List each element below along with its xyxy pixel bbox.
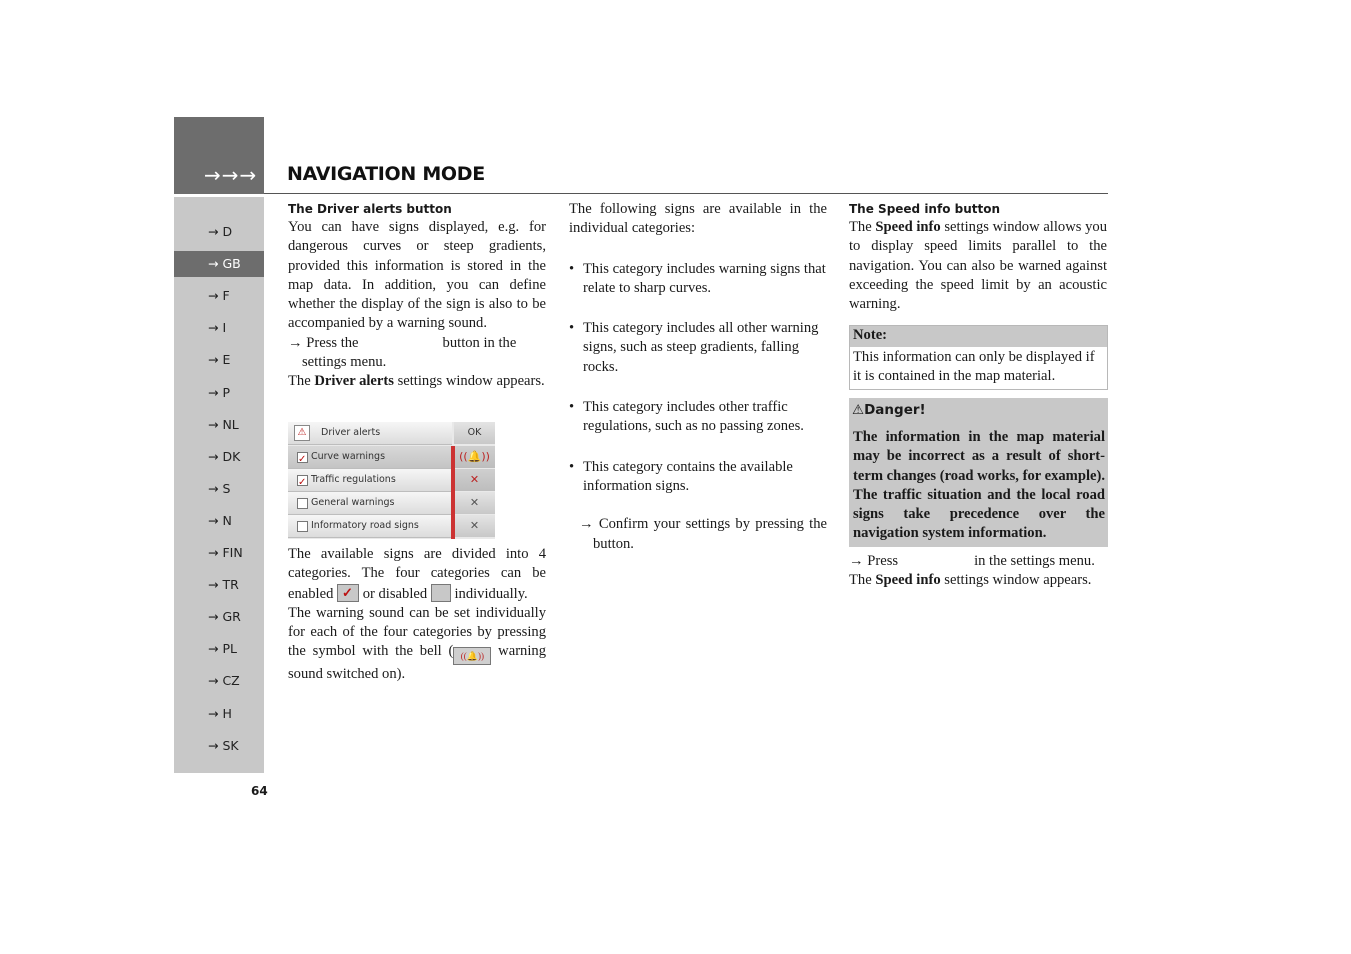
sidebar-language-item[interactable]: → GB: [174, 251, 264, 277]
warning-sound-text-b: warning sound switched on).: [288, 643, 546, 683]
p1-post: settings window allows you to display speed limits parallel to the navigation. You can also be warned against exceeding the speed limit by an acoustic warning.: [849, 219, 1107, 313]
categories-text-c: individually.: [454, 585, 528, 602]
confirm-text: Confirm your settings by pressing the button.: [593, 516, 827, 552]
screenshot-red-accent: [451, 446, 455, 539]
note-heading: Note:: [850, 326, 1107, 347]
step-arrow: →: [288, 334, 303, 351]
bullet-text: This category contains the available information signs.: [583, 458, 793, 494]
categories-paragraph: [288, 545, 546, 604]
section-heading: The Driver alerts button: [288, 202, 452, 216]
bullet-text: This category includes all other warning signs, such as steep gradients, falling rocks.: [583, 320, 819, 375]
checkbox-unchecked-icon[interactable]: [297, 498, 308, 509]
bullet-dot: •: [569, 458, 575, 475]
step-text-a: Press: [867, 553, 899, 569]
confirm-step: [569, 515, 827, 554]
screenshot-title: Driver alerts: [321, 427, 381, 438]
speed-info-paragraph: [849, 218, 1107, 314]
language-sidebar: [174, 197, 264, 773]
sidebar-language-item[interactable]: → F: [208, 288, 230, 304]
screenshot-title-row: [288, 422, 495, 444]
sidebar-language-item[interactable]: → GR: [208, 609, 241, 625]
step-arrow: →: [579, 516, 594, 533]
categories-paragraphs: [288, 545, 546, 685]
result-paragraph: [849, 571, 1107, 590]
page-number: 64: [251, 784, 268, 798]
categories-intro: The following signs are available in the individual categories:: [569, 201, 827, 237]
bullet-dot: •: [569, 320, 575, 337]
warning-sound-paragraph: [288, 604, 546, 685]
driver-alerts-screenshot: [288, 422, 495, 539]
result-paragraph: [288, 372, 546, 391]
step-text-a: Press the: [306, 334, 359, 351]
row-left: [288, 492, 452, 515]
bullet-text: This category includes warning signs that relate to sharp curves.: [583, 260, 826, 296]
column-speed-info: [849, 200, 1107, 314]
sidebar-language-item[interactable]: → CZ: [208, 673, 240, 689]
checkbox-unchecked-icon[interactable]: [297, 521, 308, 532]
bell-sound-on-icon: ((🔔)): [453, 647, 491, 665]
sidebar-language-item[interactable]: → SK: [208, 737, 239, 753]
result-post: settings window appears.: [397, 373, 545, 390]
screenshot-row-general[interactable]: [288, 492, 495, 514]
row-left: [288, 469, 452, 492]
ok-button[interactable]: OK: [454, 422, 495, 444]
sidebar-language-item[interactable]: → S: [208, 480, 231, 496]
sidebar-language-item[interactable]: → NL: [208, 416, 239, 432]
bullet-text: This category includes other traffic regulations, such as no passing zones.: [583, 399, 804, 435]
checkbox-checked-icon[interactable]: [297, 475, 308, 486]
row-label: Informatory road signs: [311, 520, 419, 531]
warning-triangle-icon: ⚠: [294, 425, 310, 441]
checkbox-unchecked-icon: [431, 584, 451, 602]
bell-off-icon[interactable]: ✕: [454, 492, 495, 514]
sidebar-language-item[interactable]: → E: [208, 352, 231, 368]
step-text-b: button in the settings menu.: [302, 334, 517, 371]
p1-bold: Speed info: [875, 219, 941, 235]
intro-paragraph: You can have signs displayed, e.g. for dangerous curves or steep gradients, provided this information is stored in the map data. In addition, you can define whether the display of the sign is also to be accompanied by a warning sound.: [288, 219, 546, 332]
categories-text-b: or disabled: [362, 585, 428, 602]
page-title: NAVIGATION MODE: [287, 163, 485, 185]
sidebar-language-item[interactable]: → FIN: [208, 545, 243, 560]
categories-text-a: The available signs are divided into 4 categories. The four categories can be enabled: [288, 546, 546, 602]
column-categories: [569, 200, 827, 554]
sidebar-language-item[interactable]: → TR: [208, 577, 239, 593]
speed-info-steps: [849, 552, 1107, 591]
screenshot-row-traffic[interactable]: [288, 469, 495, 491]
step-arrow: →: [849, 553, 864, 569]
result-pre: The: [288, 373, 311, 390]
warning-sound-text-a: The warning sound can be set individually for each of the four categories by pressing the symbol with the bell (: [288, 604, 546, 660]
sidebar-language-item[interactable]: → N: [208, 512, 232, 528]
result-bold: Speed info: [875, 572, 941, 589]
danger-body: The information in the map material may be incorrect as a result of short-term changes (road works, for example). The traffic situation and the local road signs take precedence over the navigation system information.: [853, 429, 1105, 542]
row-label: Curve warnings: [311, 451, 386, 462]
row-label: General warnings: [311, 497, 395, 508]
result-post: settings window appears.: [944, 572, 1092, 589]
sidebar-language-item[interactable]: → DK: [208, 448, 241, 464]
bullet-dot: •: [569, 399, 575, 416]
sidebar-language-item[interactable]: → H: [208, 705, 232, 721]
section-heading: The Speed info button: [849, 202, 1001, 216]
instruction-step: [288, 334, 546, 373]
danger-heading: ⚠Danger!: [852, 402, 926, 418]
row-label: Traffic regulations: [311, 474, 396, 485]
note-box: [849, 325, 1108, 390]
bullet-item-4: [569, 458, 827, 497]
screenshot-row-curve[interactable]: [288, 446, 495, 468]
sidebar-language-item[interactable]: → PL: [208, 641, 237, 657]
checkbox-checked-icon[interactable]: [297, 452, 308, 463]
bullet-item-2: [569, 319, 827, 377]
checkbox-checked-icon: ✓: [337, 584, 359, 602]
row-left: [288, 515, 452, 538]
bell-on-icon[interactable]: ((🔔)): [454, 446, 495, 468]
bell-off-icon[interactable]: ✕: [454, 469, 495, 491]
screenshot-title-bar: [288, 422, 452, 445]
row-left: [288, 446, 452, 469]
sidebar-language-item[interactable]: → I: [208, 320, 227, 336]
bullet-dot: •: [569, 260, 575, 277]
instruction-step: [849, 552, 1107, 571]
p1-pre: The: [849, 219, 872, 235]
bullet-item-1: [569, 260, 827, 299]
header-arrows: →→→: [204, 163, 258, 187]
bell-off-icon[interactable]: ✕: [454, 515, 495, 537]
note-body: This information can only be displayed if it is contained in the map material.: [853, 349, 1095, 385]
sidebar-language-item[interactable]: → D: [208, 224, 233, 239]
column-driver-alerts: [288, 200, 546, 392]
screenshot-row-informatory[interactable]: [288, 515, 495, 537]
result-pre: The: [849, 572, 872, 589]
step-text-b: in the settings menu.: [974, 553, 1095, 569]
header-rule: [264, 193, 1108, 194]
bullet-item-3: [569, 398, 827, 437]
result-bold: Driver alerts: [314, 373, 394, 390]
sidebar-language-item[interactable]: → P: [208, 384, 230, 400]
danger-box: [849, 398, 1108, 547]
